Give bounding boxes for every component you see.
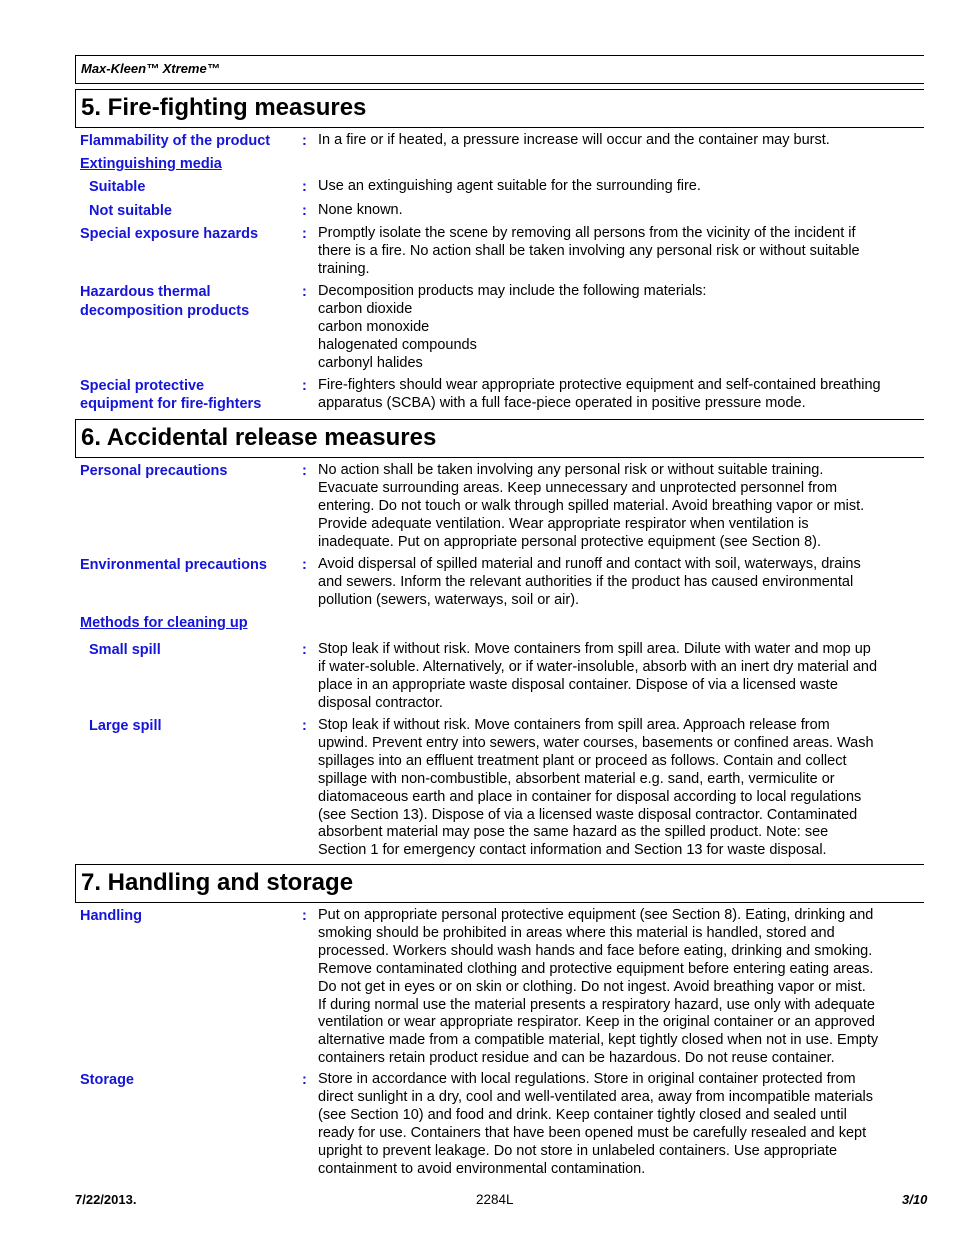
text-line: Section 1 for emergency contact information and Section 13 for waste disposal. [318, 842, 827, 859]
footer-date: 7/22/2013. [75, 1192, 137, 1207]
small-spill-value [318, 641, 924, 713]
text-line: smoking should be prohibited in areas where this material is handled, stored and [318, 924, 835, 941]
colon: : [302, 1072, 307, 1088]
text-line: upright to prevent leakage. Do not store in unlabeled containers. Use appropriate [318, 1142, 838, 1159]
label-line: Special protective [80, 378, 205, 394]
suitable-value [318, 178, 924, 196]
text-line: disposal contractor. [318, 694, 443, 711]
text-line: there is a fire. No action shall be taken involving any personal risk or without suitable [318, 242, 860, 259]
colon: : [302, 226, 307, 242]
special-exposure-value [318, 225, 924, 279]
section-5-title: 5. Fire-fighting measures [81, 94, 367, 121]
text-line: containers retain product residue and can be hazardous. Do not reuse container. [318, 1050, 835, 1067]
text-line: ventilation or wear appropriate respirator. Keep in the original container or an approved [318, 1014, 875, 1031]
personal-precautions-label: Personal precautions [80, 463, 228, 479]
text-line: halogenated compounds [318, 336, 477, 353]
thermal-decomposition-value [318, 283, 924, 373]
text-line: pollution (sewers, waterways, soil or air). [318, 591, 580, 608]
storage-label: Storage [80, 1072, 134, 1088]
text-line: Put on appropriate personal protective equipment (see Section 8). Eating, drinking and [318, 907, 874, 923]
footer-document-code: 2284L [476, 1192, 514, 1207]
text-line: processed. Workers should wash hands and face before eating, drinking and smoking. [318, 942, 873, 959]
colon: : [302, 284, 307, 300]
text-line: None known. [318, 202, 403, 218]
not-suitable-value [318, 202, 924, 220]
section-6-title: 6. Accidental release measures [81, 424, 437, 451]
text-line: if water-soluble. Alternatively, or if water-insoluble, absorb with an inert dry material and [318, 658, 878, 675]
text-line: Stop leak if without risk. Move containers from spill area. Dilute with water and mop up [318, 641, 871, 657]
text-line: containment to avoid environmental contamination. [318, 1160, 646, 1177]
special-protective-value [318, 377, 924, 413]
text-line: Fire-fighters should wear appropriate protective equipment and self-contained breathing [318, 377, 881, 393]
text-line: carbon monoxide [318, 318, 430, 335]
text-line: Evacuate surrounding areas. Keep unnecessary and unprotected personnel from [318, 479, 838, 496]
text-line: spillages into an effluent treatment plant or proceed as follows. Contain and collect [318, 752, 847, 769]
text-line: Avoid dispersal of spilled material and runoff and contact with soil, waterways, drains [318, 556, 861, 572]
text-line: apparatus (SCBA) with a full face-piece operated in positive pressure mode. [318, 394, 806, 411]
small-spill-label: Small spill [89, 642, 161, 658]
methods-cleaning-link[interactable]: Methods for cleaning up [80, 615, 248, 631]
suitable-label: Suitable [89, 179, 146, 195]
colon: : [302, 203, 307, 219]
text-line: spillage with non-combustible, absorbent material e.g. sand, earth, vermiculite or [318, 770, 835, 787]
text-line: inadequate. Put on appropriate personal protective equipment (see Section 8). [318, 533, 821, 550]
text-line: upwind. Prevent entry into sewers, water courses, basements or confined areas. Wash [318, 734, 874, 751]
text-line: training. [318, 260, 370, 277]
text-line: If during normal use the material presents a respiratory hazard, use only with adequate [318, 996, 875, 1013]
large-spill-value [318, 717, 924, 860]
label-line: equipment for fire-fighters [80, 396, 262, 412]
text-line: alternative made from a compatible material, kept tightly closed when not in use. Empty [318, 1032, 879, 1049]
text-line: carbonyl halides [318, 354, 423, 371]
handling-label: Handling [80, 908, 143, 924]
product-name: Max-Kleen™ Xtreme™ [81, 61, 220, 76]
storage-value [318, 1071, 924, 1178]
section-5-heading [75, 89, 924, 128]
colon: : [302, 557, 307, 573]
section-7-heading [75, 864, 924, 903]
colon: : [302, 463, 307, 479]
text-line: No action shall be taken involving any personal risk or without suitable training. [318, 462, 824, 478]
personal-precautions-value [318, 462, 924, 552]
label-line: decomposition products [80, 303, 250, 319]
text-line: Promptly isolate the scene by removing all persons from the vicinity of the incident if [318, 225, 856, 241]
not-suitable-label: Not suitable [89, 203, 172, 219]
special-protective-label [80, 377, 261, 413]
text-line: direct sunlight in a dry, cool and well-ventilated area, away from incompatible materials [318, 1088, 874, 1105]
environmental-precautions-value [318, 556, 924, 610]
text-line: In a fire or if heated, a pressure increase will occur and the container may burst. [318, 132, 830, 148]
colon: : [302, 908, 307, 924]
large-spill-label: Large spill [89, 718, 162, 734]
label-line: Hazardous thermal [80, 284, 211, 300]
extinguishing-media-link[interactable]: Extinguishing media [80, 156, 222, 172]
colon: : [302, 642, 307, 658]
text-line: Store in accordance with local regulations. Store in original container protected from [318, 1071, 856, 1087]
text-line: (see Section 10) and food and drink. Keep container tightly closed and sealed until [318, 1106, 847, 1123]
colon: : [302, 718, 307, 734]
environmental-precautions-label: Environmental precautions [80, 557, 267, 573]
section-6-heading [75, 419, 924, 458]
text-line: absorbent material may pose the same hazard as the spilled product. Note: see [318, 824, 829, 841]
text-line: Use an extinguishing agent suitable for the surrounding fire. [318, 178, 701, 194]
footer-page-number: 3/10 [902, 1192, 928, 1207]
section-7-title: 7. Handling and storage [81, 869, 354, 896]
text-line: ready for use. Containers that have been opened must be carefully resealed and kept [318, 1124, 867, 1141]
text-line: Remove contaminated clothing and protective equipment before entering eating areas. [318, 960, 874, 977]
flammability-value [318, 132, 924, 150]
text-line: Stop leak if without risk. Move containers from spill area. Approach release from [318, 717, 830, 733]
special-exposure-label: Special exposure hazards [80, 226, 259, 242]
colon: : [302, 133, 307, 149]
text-line: (see Section 13). Dispose of via a licensed waste disposal contractor. Contaminated [318, 806, 858, 823]
text-line: carbon dioxide [318, 300, 413, 317]
colon: : [302, 378, 307, 394]
text-line: Do not get in eyes or on skin or clothing. Do not ingest. Avoid breathing vapor or mist. [318, 978, 866, 995]
flammability-label: Flammability of the product [80, 133, 271, 149]
handling-value [318, 907, 924, 1068]
text-line: entering. Do not touch or walk through spilled material. Avoid breathing vapor or mist. [318, 497, 865, 514]
text-line: Decomposition products may include the following materials: [318, 283, 707, 299]
colon: : [302, 179, 307, 195]
text-line: Provide adequate ventilation. Wear appropriate respirator when ventilation is [318, 515, 809, 532]
text-line: diatomaceous earth and place in container for disposal according to local regulations [318, 788, 862, 805]
text-line: place in an appropriate waste disposal container. Dispose of via a licensed waste [318, 676, 838, 693]
thermal-decomposition-label [80, 283, 249, 320]
text-line: and sewers. Inform the relevant authorities if the product has caused environmental [318, 573, 854, 590]
product-name-bar [75, 55, 924, 84]
